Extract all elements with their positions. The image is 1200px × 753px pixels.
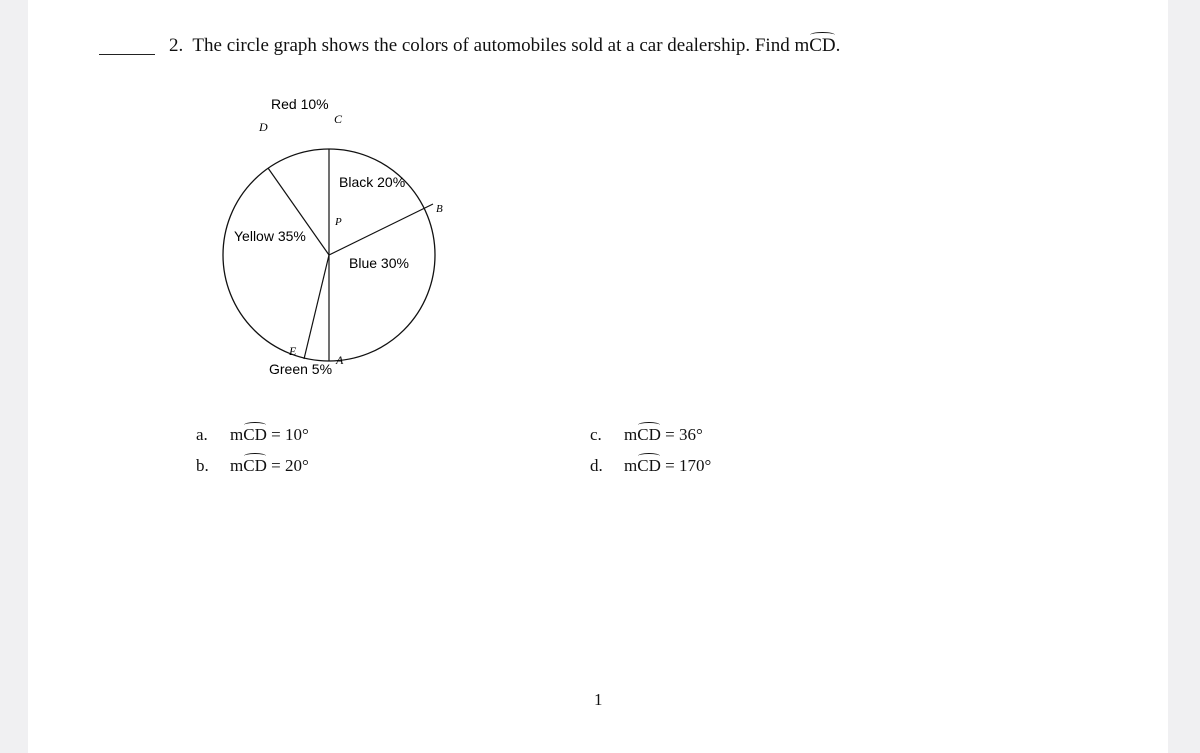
- choice-c-letter: c.: [590, 425, 602, 444]
- choice-c-value: = 36°: [660, 425, 703, 444]
- choice-d-arc: CD: [637, 456, 661, 475]
- circle-graph: [28, 0, 1168, 753]
- label-yellow: Yellow 35%: [234, 228, 306, 244]
- choice-b-letter: b.: [196, 456, 209, 475]
- worksheet-page: [28, 0, 1168, 753]
- choice-c[interactable]: c. mCD = 36°: [590, 425, 703, 444]
- choice-d-value: = 170°: [660, 456, 712, 475]
- choice-c-arc: CD: [637, 425, 661, 444]
- page-number: 1: [594, 690, 603, 709]
- point-d: D: [259, 120, 268, 134]
- choice-a[interactable]: a. mCD = 10°: [196, 425, 309, 444]
- label-blue: Blue 30%: [349, 255, 409, 271]
- label-red: Red 10%: [271, 96, 329, 112]
- question-number: 2.: [169, 35, 184, 56]
- choice-a-letter: a.: [196, 425, 208, 444]
- point-c: C: [334, 112, 343, 126]
- choice-b-value: = 20°: [266, 456, 309, 475]
- question-body: The circle graph shows the colors of automobiles sold at a car dealership. Find m: [192, 35, 810, 56]
- point-e: E: [289, 344, 297, 358]
- question-end: .: [835, 35, 841, 56]
- point-b: B: [436, 203, 443, 215]
- choice-b-arc: CD: [243, 456, 267, 475]
- label-green: Green 5%: [269, 361, 333, 377]
- choice-b[interactable]: b. mCD = 20°: [196, 456, 309, 475]
- radius-pe: [304, 255, 329, 359]
- radius-pb: [329, 204, 433, 255]
- question-arc: CD: [809, 35, 836, 56]
- point-a: A: [336, 353, 344, 367]
- choice-d-letter: d.: [590, 456, 603, 475]
- choice-a-arc: CD: [243, 425, 267, 444]
- label-black: Black 20%: [339, 174, 406, 190]
- point-p: P: [335, 216, 342, 228]
- choice-d[interactable]: d. mCD = 170°: [590, 456, 712, 475]
- choice-a-value: = 10°: [266, 425, 309, 444]
